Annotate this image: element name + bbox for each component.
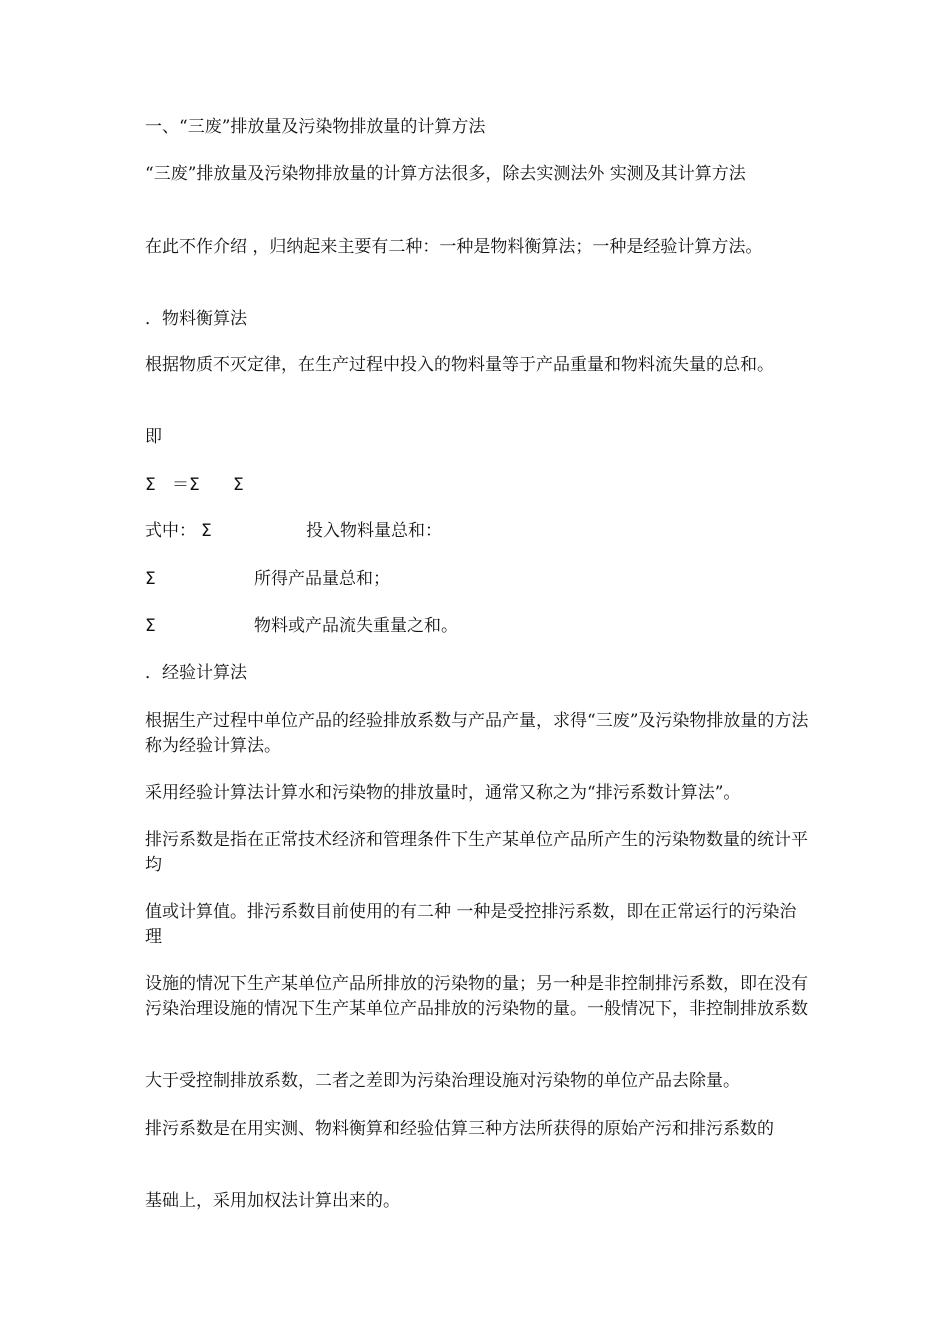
where-sigma-1: Σ	[201, 521, 212, 541]
intro-paragraph-2: 在此不作介绍 ，归纳起来主要有二种：一种是物料衡算法；一种是经验计算方法。	[145, 237, 763, 257]
paragraph-5: 大于受控制排放系数，二者之差即为污染治理设施对污染物的单位产品去除量。	[145, 1071, 740, 1091]
where-sigma-2: Σ	[145, 569, 156, 589]
formula-equals-sigma: ＝Σ	[172, 475, 200, 495]
paragraph-7: 基础上，采用加权法计算出来的。	[145, 1191, 400, 1211]
where-line-1-desc: 投入物料量总和：	[306, 521, 442, 541]
formula-sigma-3: Σ	[233, 475, 244, 495]
section-2-title: ．经验计算法	[145, 663, 247, 683]
intro-paragraph-1: “三废”排放量及污染物排放量的计算方法很多，除去实测法外 实测及其计算方法	[145, 164, 746, 184]
where-line-3-desc: 物料或产品流失重量之和。	[254, 616, 458, 636]
paragraph-6: 排污系数是在用实测、物料衡算和经验估算三种方法所获得的原始产污和排污系数的	[145, 1119, 774, 1139]
section-2-description: 根据生产过程中单位产品的经验排放系数与产品产量，求得“三废”及污染物排放量的方法称为经验计算法。	[145, 711, 809, 756]
where-prefix: 式中：	[145, 521, 196, 541]
paragraph-1: 采用经验计算法计算水和污染物的排放量时，通常又称之为“排污系数计算法”。	[145, 783, 741, 803]
paragraph-3: 值或计算值。排污系数目前使用的有二种 一种是受控排污系数，即在正常运行的污染治理	[145, 902, 797, 947]
where-sigma-3: Σ	[145, 616, 156, 636]
heading: 一、“三废”排放量及污染物排放量的计算方法	[145, 117, 486, 137]
ji-label: 即	[145, 427, 162, 447]
paragraph-2: 排污系数是指在正常技术经济和管理条件下生产某单位产品所产生的污染物数量的统计平均	[145, 830, 808, 875]
section-1-description: 根据物质不灭定律，在生产过程中投入的物料量等于产品重量和物料流失量的总和。	[145, 355, 774, 375]
formula-sigma-1: Σ	[145, 475, 156, 495]
section-1-title: ．物料衡算法	[145, 309, 247, 329]
paragraph-4: 设施的情况下生产某单位产品所排放的污染物的量；另一种是非控制排污系数，即在没有污染治理设施的情况下生产某单位产品排放的污染物的量。一般情况下，非控制排放系数	[145, 974, 808, 1019]
where-line-2-desc: 所得产品量总和；	[254, 569, 390, 589]
